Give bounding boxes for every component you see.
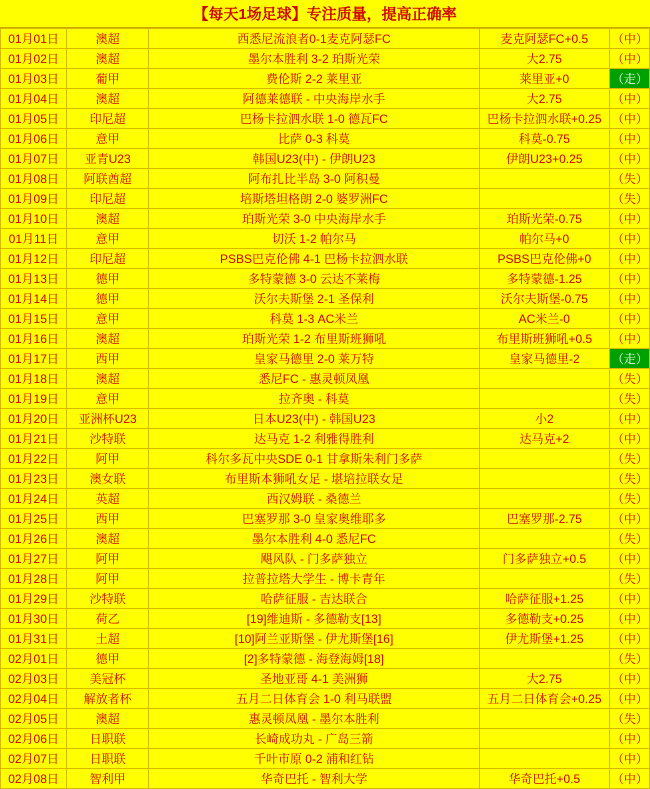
- cell-league: 亚洲杯U23: [67, 409, 149, 429]
- cell-pick: 伊尤斯堡+1.25: [479, 629, 609, 649]
- table-row: [1, 609, 650, 629]
- cell-match: 沃尔夫斯堡 2-1 圣保利: [149, 289, 480, 309]
- cell-league: 荷乙: [67, 609, 149, 629]
- cell-date: 02月05日: [1, 709, 67, 729]
- cell-pick: 华奇巴托+0.5: [479, 769, 609, 789]
- cell-date: 01月04日: [1, 89, 67, 109]
- table-row: [1, 529, 650, 549]
- cell-result: （失）: [609, 569, 649, 589]
- cell-result: （中）: [609, 589, 649, 609]
- cell-match: 珀斯光荣 3-0 中央海岸水手: [149, 209, 480, 229]
- cell-league: 美冠杯: [67, 669, 149, 689]
- cell-result: （失）: [609, 469, 649, 489]
- cell-pick: 麦克阿瑟FC+0.5: [479, 29, 609, 49]
- cell-date: 02月01日: [1, 649, 67, 669]
- table-row: [1, 729, 650, 749]
- cell-result: （中）: [609, 229, 649, 249]
- cell-result: （失）: [609, 649, 649, 669]
- cell-pick: [479, 529, 609, 549]
- cell-league: 澳超: [67, 89, 149, 109]
- cell-match: 科尔多瓦中央SDE 0-1 甘拿斯朱利门多萨: [149, 449, 480, 469]
- cell-pick: [479, 189, 609, 209]
- cell-league: 意甲: [67, 129, 149, 149]
- table-row: [1, 149, 650, 169]
- table-row: [1, 769, 650, 789]
- cell-pick: [479, 369, 609, 389]
- cell-league: 土超: [67, 629, 149, 649]
- cell-result: （失）: [609, 449, 649, 469]
- cell-match: PSBS巴克伦佛 4-1 巴杨卡拉泗水联: [149, 249, 480, 269]
- table-row: [1, 449, 650, 469]
- table-row: [1, 629, 650, 649]
- cell-match: 比萨 0-3 科莫: [149, 129, 480, 149]
- cell-pick: 大2.75: [479, 89, 609, 109]
- cell-league: 德甲: [67, 269, 149, 289]
- cell-pick: 伊朗U23+0.25: [479, 149, 609, 169]
- cell-league: 德甲: [67, 649, 149, 669]
- table-row: [1, 309, 650, 329]
- cell-match: 布里斯本狮吼女足 - 堪培拉联女足: [149, 469, 480, 489]
- cell-result: （中）: [609, 669, 649, 689]
- cell-result: （中）: [609, 549, 649, 569]
- cell-match: 飓风队 - 门多萨独立: [149, 549, 480, 569]
- cell-result: （中）: [609, 749, 649, 769]
- cell-date: 01月01日: [1, 29, 67, 49]
- cell-result: （失）: [609, 389, 649, 409]
- predictions-table: [0, 28, 650, 789]
- cell-pick: [479, 749, 609, 769]
- cell-pick: 巴塞罗那-2.75: [479, 509, 609, 529]
- cell-date: 01月28日: [1, 569, 67, 589]
- cell-date: 01月25日: [1, 509, 67, 529]
- cell-league: 解放者杯: [67, 689, 149, 709]
- table-row: [1, 389, 650, 409]
- cell-league: 澳超: [67, 369, 149, 389]
- cell-date: 01月18日: [1, 369, 67, 389]
- cell-result: （中）: [609, 109, 649, 129]
- table-row: [1, 189, 650, 209]
- cell-league: 亚青U23: [67, 149, 149, 169]
- cell-match: 阿德莱德联 - 中央海岸水手: [149, 89, 480, 109]
- cell-result: （中）: [609, 689, 649, 709]
- cell-date: 01月06日: [1, 129, 67, 149]
- cell-date: 01月19日: [1, 389, 67, 409]
- cell-league: 西甲: [67, 509, 149, 529]
- cell-league: 印尼超: [67, 109, 149, 129]
- cell-result: （中）: [609, 409, 649, 429]
- cell-match: 达马克 1-2 利雅得胜利: [149, 429, 480, 449]
- cell-league: 沙特联: [67, 589, 149, 609]
- table-row: [1, 129, 650, 149]
- cell-pick: 大2.75: [479, 49, 609, 69]
- cell-result: （中）: [609, 729, 649, 749]
- cell-result: （中）: [609, 49, 649, 69]
- cell-date: 01月12日: [1, 249, 67, 269]
- cell-league: 日职联: [67, 729, 149, 749]
- cell-result: （中）: [609, 289, 649, 309]
- cell-result: （中）: [609, 89, 649, 109]
- table-row: [1, 89, 650, 109]
- cell-result: （失）: [609, 189, 649, 209]
- cell-pick: 沃尔夫斯堡-0.75: [479, 289, 609, 309]
- cell-pick: 莱里亚+0: [479, 69, 609, 89]
- table-row: [1, 709, 650, 729]
- table-row: [1, 369, 650, 389]
- cell-match: 科莫 1-3 AC米兰: [149, 309, 480, 329]
- cell-result: （中）: [609, 429, 649, 449]
- cell-date: 01月16日: [1, 329, 67, 349]
- cell-pick: 皇家马德里-2: [479, 349, 609, 369]
- cell-league: 英超: [67, 489, 149, 509]
- cell-match: 西悉尼流浪者0-1麦克阿瑟FC: [149, 29, 480, 49]
- cell-league: 印尼超: [67, 249, 149, 269]
- table-row: [1, 209, 650, 229]
- table-row: [1, 29, 650, 49]
- cell-date: 01月10日: [1, 209, 67, 229]
- cell-league: 意甲: [67, 309, 149, 329]
- cell-match: 费伦斯 2-2 莱里亚: [149, 69, 480, 89]
- cell-pick: [479, 569, 609, 589]
- cell-result: （中）: [609, 629, 649, 649]
- cell-match: 千叶市原 0-2 浦和红钻: [149, 749, 480, 769]
- cell-date: 01月09日: [1, 189, 67, 209]
- cell-date: 01月30日: [1, 609, 67, 629]
- cell-date: 02月07日: [1, 749, 67, 769]
- cell-league: 澳超: [67, 29, 149, 49]
- cell-league: 澳超: [67, 529, 149, 549]
- cell-match: 拉普拉塔大学生 - 博卡青年: [149, 569, 480, 589]
- cell-match: 五月二日体育会 1-0 利马联盟: [149, 689, 480, 709]
- cell-date: 01月29日: [1, 589, 67, 609]
- cell-date: 01月21日: [1, 429, 67, 449]
- cell-result: （中）: [609, 149, 649, 169]
- cell-pick: [479, 169, 609, 189]
- cell-match: 阿布扎比半岛 3-0 阿积曼: [149, 169, 480, 189]
- cell-pick: 科莫-0.75: [479, 129, 609, 149]
- cell-pick: [479, 449, 609, 469]
- cell-pick: 多德勒支+0.25: [479, 609, 609, 629]
- cell-league: 意甲: [67, 229, 149, 249]
- cell-pick: [479, 469, 609, 489]
- cell-league: 澳超: [67, 709, 149, 729]
- cell-match: 日本U23(中) - 韩国U23: [149, 409, 480, 429]
- cell-league: 西甲: [67, 349, 149, 369]
- cell-result: （失）: [609, 489, 649, 509]
- cell-match: 多特蒙德 3-0 云达不莱梅: [149, 269, 480, 289]
- table-row: [1, 669, 650, 689]
- cell-result: （走）: [609, 69, 649, 89]
- cell-match: [10]阿兰亚斯堡 - 伊尤斯堡[16]: [149, 629, 480, 649]
- cell-pick: 小2: [479, 409, 609, 429]
- cell-result: （走）: [609, 349, 649, 369]
- cell-match: 墨尔本胜利 3-2 珀斯光荣: [149, 49, 480, 69]
- cell-date: 02月04日: [1, 689, 67, 709]
- table-row: [1, 469, 650, 489]
- cell-pick: AC米兰-0: [479, 309, 609, 329]
- cell-pick: [479, 709, 609, 729]
- cell-league: 日职联: [67, 749, 149, 769]
- cell-result: （中）: [609, 329, 649, 349]
- cell-league: 沙特联: [67, 429, 149, 449]
- cell-pick: [479, 649, 609, 669]
- cell-match: [2]多特蒙德 - 海登海姆[18]: [149, 649, 480, 669]
- cell-date: 01月20日: [1, 409, 67, 429]
- cell-pick: 五月二日体育会+0.25: [479, 689, 609, 709]
- table-row: [1, 549, 650, 569]
- cell-result: （中）: [609, 609, 649, 629]
- cell-result: （中）: [609, 509, 649, 529]
- table-row: [1, 229, 650, 249]
- cell-match: 惠灵顿凤凰 - 墨尔本胜利: [149, 709, 480, 729]
- cell-date: 01月05日: [1, 109, 67, 129]
- table-row: [1, 249, 650, 269]
- cell-result: （中）: [609, 769, 649, 789]
- cell-pick: 哈萨征服+1.25: [479, 589, 609, 609]
- table-row: [1, 489, 650, 509]
- cell-result: （失）: [609, 169, 649, 189]
- cell-match: 皇家马德里 2-0 莱万特: [149, 349, 480, 369]
- cell-pick: [479, 489, 609, 509]
- page-title: 【每天1场足球】专注质量，提高正确率: [0, 0, 650, 28]
- cell-pick: 帕尔马+0: [479, 229, 609, 249]
- cell-result: （中）: [609, 249, 649, 269]
- cell-pick: 达马克+2: [479, 429, 609, 449]
- cell-date: 01月07日: [1, 149, 67, 169]
- cell-result: （失）: [609, 709, 649, 729]
- cell-date: 01月08日: [1, 169, 67, 189]
- cell-pick: 大2.75: [479, 669, 609, 689]
- cell-date: 01月27日: [1, 549, 67, 569]
- cell-result: （中）: [609, 129, 649, 149]
- cell-date: 02月08日: [1, 769, 67, 789]
- cell-date: 01月13日: [1, 269, 67, 289]
- cell-pick: [479, 729, 609, 749]
- cell-league: 澳超: [67, 209, 149, 229]
- cell-pick: 布里斯班狮吼+0.5: [479, 329, 609, 349]
- table-row: [1, 109, 650, 129]
- cell-league: 意甲: [67, 389, 149, 409]
- cell-league: 阿甲: [67, 569, 149, 589]
- cell-match: 墨尔本胜利 4-0 悉尼FC: [149, 529, 480, 549]
- cell-league: 澳女联: [67, 469, 149, 489]
- cell-match: 切沃 1-2 帕尔马: [149, 229, 480, 249]
- cell-match: 培斯塔坦格朗 2-0 婆罗洲FC: [149, 189, 480, 209]
- cell-pick: [479, 389, 609, 409]
- cell-date: 01月24日: [1, 489, 67, 509]
- cell-league: 葡甲: [67, 69, 149, 89]
- cell-date: 01月22日: [1, 449, 67, 469]
- cell-pick: PSBS巴克伦佛+0: [479, 249, 609, 269]
- cell-date: 01月02日: [1, 49, 67, 69]
- cell-pick: 珀斯光荣-0.75: [479, 209, 609, 229]
- cell-date: 01月17日: [1, 349, 67, 369]
- cell-date: 01月14日: [1, 289, 67, 309]
- cell-date: 01月11日: [1, 229, 67, 249]
- cell-pick: 多特蒙德-1.25: [479, 269, 609, 289]
- cell-result: （中）: [609, 209, 649, 229]
- cell-result: （中）: [609, 269, 649, 289]
- table-row: [1, 569, 650, 589]
- table-row: [1, 49, 650, 69]
- cell-date: 02月03日: [1, 669, 67, 689]
- cell-league: 德甲: [67, 289, 149, 309]
- cell-date: 01月15日: [1, 309, 67, 329]
- cell-result: （失）: [609, 369, 649, 389]
- cell-result: （失）: [609, 529, 649, 549]
- cell-date: 01月26日: [1, 529, 67, 549]
- table-row: [1, 589, 650, 609]
- cell-match: 巴杨卡拉泗水联 1-0 德瓦FC: [149, 109, 480, 129]
- cell-match: 长崎成功丸 - 广岛三箭: [149, 729, 480, 749]
- cell-pick: 巴杨卡拉泗水联+0.25: [479, 109, 609, 129]
- cell-league: 印尼超: [67, 189, 149, 209]
- table-row: [1, 169, 650, 189]
- cell-league: 智利甲: [67, 769, 149, 789]
- cell-league: 阿联酋超: [67, 169, 149, 189]
- table-row: [1, 749, 650, 769]
- cell-league: 阿甲: [67, 449, 149, 469]
- table-row: [1, 429, 650, 449]
- cell-match: 华奇巴托 - 智利大学: [149, 769, 480, 789]
- cell-date: 01月31日: [1, 629, 67, 649]
- cell-result: （中）: [609, 29, 649, 49]
- table-row: [1, 269, 650, 289]
- cell-match: 韩国U23(中) - 伊朗U23: [149, 149, 480, 169]
- cell-date: 02月06日: [1, 729, 67, 749]
- cell-match: 哈萨征服 - 吉达联合: [149, 589, 480, 609]
- table-row: [1, 349, 650, 369]
- cell-match: 拉齐奥 - 科莫: [149, 389, 480, 409]
- table-row: [1, 689, 650, 709]
- cell-league: 澳超: [67, 329, 149, 349]
- cell-league: 阿甲: [67, 549, 149, 569]
- cell-match: 珀斯光荣 1-2 布里斯班狮吼: [149, 329, 480, 349]
- cell-match: 圣地亚哥 4-1 美洲狮: [149, 669, 480, 689]
- table-row: [1, 649, 650, 669]
- cell-match: 悉尼FC - 惠灵顿凤凰: [149, 369, 480, 389]
- cell-match: 巴塞罗那 3-0 皇家奥维耶多: [149, 509, 480, 529]
- table-row: [1, 329, 650, 349]
- cell-pick: 门多萨独立+0.5: [479, 549, 609, 569]
- table-row: [1, 409, 650, 429]
- table-row: [1, 69, 650, 89]
- cell-league: 澳超: [67, 49, 149, 69]
- cell-date: 01月23日: [1, 469, 67, 489]
- cell-date: 01月03日: [1, 69, 67, 89]
- cell-result: （中）: [609, 309, 649, 329]
- cell-match: 西汉姆联 - 桑德兰: [149, 489, 480, 509]
- table-row: [1, 509, 650, 529]
- table-row: [1, 289, 650, 309]
- cell-match: [19]维迪斯 - 多德勒支[13]: [149, 609, 480, 629]
